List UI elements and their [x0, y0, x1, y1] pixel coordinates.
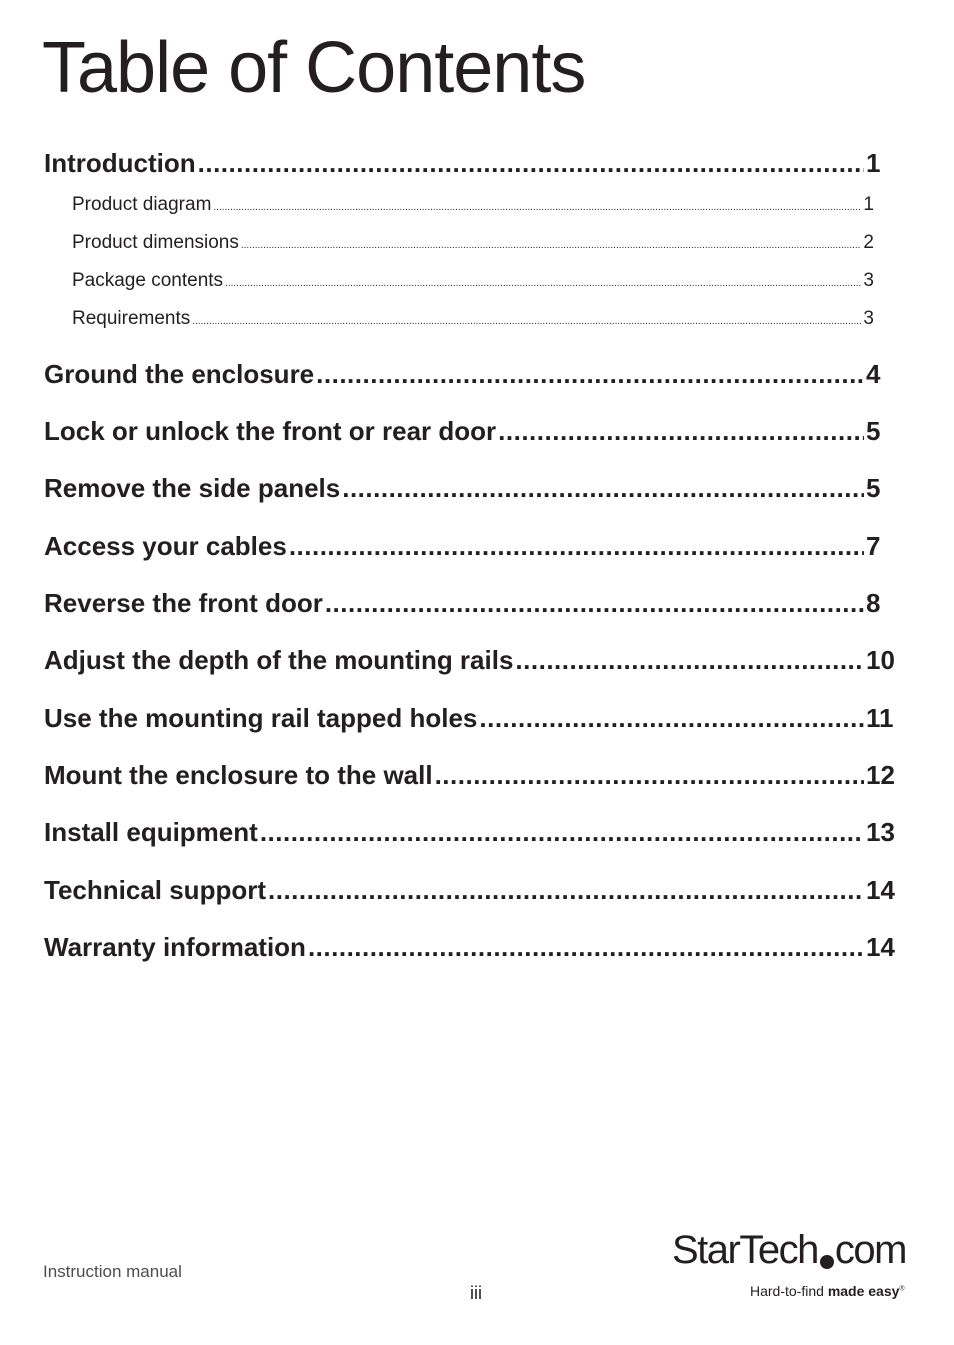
table-of-contents: [44, 0, 894, 1345]
toc-leader-dots: [192, 316, 861, 327]
page-title: Table of Contents: [42, 28, 586, 108]
toc-entry-page: 14: [866, 932, 895, 962]
toc-leader-dots: [515, 645, 864, 676]
toc-entry-page: 13: [866, 817, 895, 847]
toc-leader-dots: [241, 240, 862, 251]
toc-leader-dots: [316, 359, 864, 390]
toc-entry-install-equipment[interactable]: [44, 817, 895, 848]
toc-entry-package-contents[interactable]: [72, 270, 874, 292]
startech-logo: [672, 1230, 912, 1305]
toc-entry-page: 3: [863, 270, 874, 291]
toc-entry-lock-or-unlock-door[interactable]: [44, 416, 881, 447]
toc-leader-dots: [479, 703, 864, 734]
toc-entry-remove-side-panels[interactable]: [44, 473, 881, 504]
toc-leader-dots: [498, 416, 864, 447]
toc-leader-dots: [435, 760, 864, 791]
toc-entry-label: Warranty information: [44, 932, 306, 962]
logo-tagline-start: Hard-to-find: [750, 1283, 824, 1299]
toc-entry-page: 3: [863, 308, 874, 329]
toc-entry-page: 10: [866, 645, 895, 675]
toc-entry-page: 11: [866, 703, 894, 733]
toc-entry-label: Access your cables: [44, 531, 287, 561]
toc-entry-page: 7: [866, 531, 881, 561]
logo-dot-icon: [820, 1255, 834, 1269]
logo-tagline: [750, 1283, 905, 1299]
toc-entry-mount-to-wall[interactable]: [44, 760, 895, 791]
logo-tagline-bold: made easy: [827, 1283, 900, 1299]
toc-leader-dots: [308, 932, 864, 963]
toc-entry-label: Install equipment: [44, 817, 258, 847]
logo-registered-mark: ®: [899, 1285, 905, 1293]
toc-entry-requirements[interactable]: [72, 308, 874, 330]
toc-leader-dots: [342, 473, 864, 504]
toc-entry-label: Product diagram: [72, 194, 212, 215]
toc-entry-warranty-information[interactable]: [44, 932, 895, 963]
toc-entry-page: 5: [866, 416, 881, 446]
footer-document-type: Instruction manual: [43, 1262, 182, 1281]
toc-entry-product-dimensions[interactable]: [72, 232, 874, 254]
toc-entry-product-diagram[interactable]: [72, 194, 874, 216]
toc-leader-dots: [289, 531, 864, 562]
toc-entry-label: Requirements: [72, 308, 191, 329]
logo-brand-end: com: [834, 1228, 906, 1272]
toc-entry-page: 4: [866, 359, 881, 389]
toc-entry-page: 8: [866, 588, 881, 618]
toc-leader-dots: [260, 817, 864, 848]
toc-entry-label: Lock or unlock the front or rear door: [44, 416, 497, 446]
toc-entry-label: Technical support: [44, 875, 266, 905]
page-number: iii: [470, 1283, 482, 1303]
toc-entry-page: 1: [863, 194, 874, 215]
toc-entry-rail-tapped-holes[interactable]: [44, 703, 894, 734]
toc-entry-label: Use the mounting rail tapped holes: [44, 703, 478, 733]
toc-entry-reverse-front-door[interactable]: [44, 588, 881, 619]
toc-entry-adjust-rail-depth[interactable]: [44, 645, 895, 676]
toc-entry-label: Ground the enclosure: [44, 359, 315, 389]
toc-entry-page: 12: [866, 760, 895, 790]
toc-entry-page: 1: [866, 148, 881, 178]
toc-entry-label: Remove the side panels: [44, 473, 341, 503]
toc-leader-dots: [213, 202, 861, 213]
toc-leader-dots: [198, 148, 864, 179]
toc-entry-page: 5: [866, 473, 881, 503]
toc-leader-dots: [325, 588, 864, 619]
toc-entry-access-your-cables[interactable]: [44, 531, 881, 562]
toc-entry-label: Package contents: [72, 270, 224, 291]
toc-entry-technical-support[interactable]: [44, 875, 895, 906]
toc-entry-label: Adjust the depth of the mounting rails: [44, 645, 514, 675]
toc-entry-label: Mount the enclosure to the wall: [44, 760, 433, 790]
toc-entry-page: 2: [863, 232, 874, 253]
toc-leader-dots: [268, 875, 864, 906]
toc-entry-label: Product dimensions: [72, 232, 239, 253]
toc-leader-dots: [225, 278, 861, 289]
toc-entry-page: 14: [866, 875, 895, 905]
logo-brand-start: StarTech: [672, 1228, 818, 1272]
toc-entry-introduction[interactable]: [44, 148, 881, 179]
toc-entry-label: Introduction: [44, 148, 196, 178]
toc-entry-ground-the-enclosure[interactable]: [44, 359, 881, 390]
toc-entry-label: Reverse the front door: [44, 588, 323, 618]
logo-wordmark: [672, 1230, 906, 1270]
